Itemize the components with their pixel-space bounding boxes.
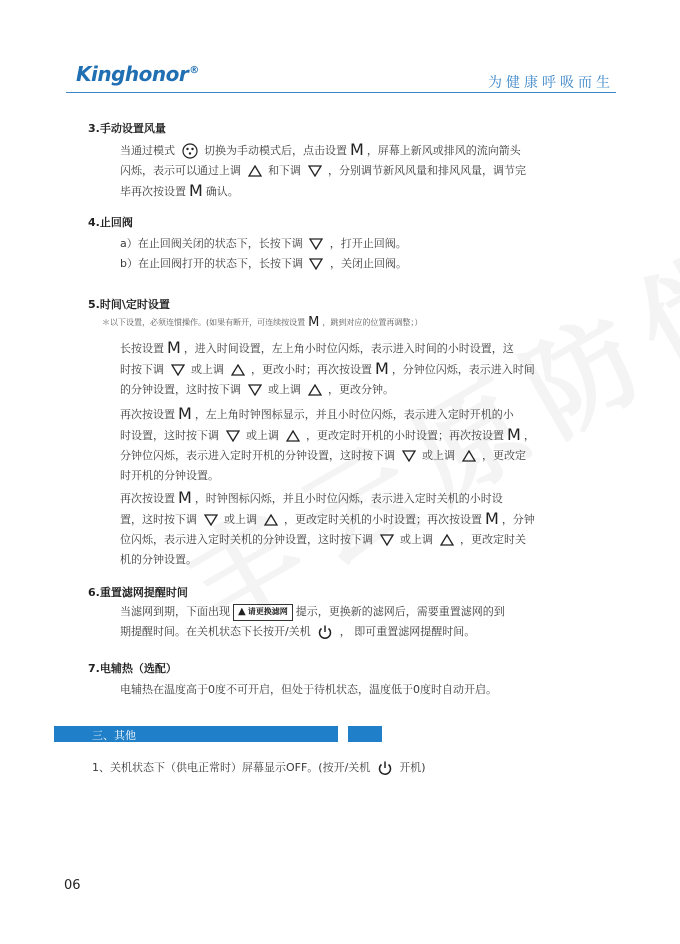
down-triangle-icon xyxy=(309,238,323,250)
section-5-p2-line-3: 分钟位闪烁，表示进入定时开机的分钟设置，这时按下调 或上调 ，更改定 xyxy=(120,449,526,462)
page-header xyxy=(0,0,680,100)
up-triangle-icon xyxy=(286,430,300,442)
section-5-p3-line-2: 置，这时按下调 或上调 ，更改定时关机的小时设置；再次按设置 M ，分钟 xyxy=(120,509,535,528)
replace-filter-badge: ▲ 请更换滤网 xyxy=(233,604,293,621)
brand-slogan: 为健康呼吸而生 xyxy=(488,75,614,91)
section-6-line-2: 期提醒时间。在关机状态下长按开/关机 ， 即可重置滤网提醒时间。 xyxy=(120,625,476,638)
brand-logo: Kinghonor® xyxy=(76,62,199,86)
mode-icon xyxy=(182,143,198,159)
section-5-p3-line-4: 机的分钟设置。 xyxy=(120,553,197,566)
section-5-p1-line-1: 长按设置 M ，进入时间设置，左上角小时位闪烁，表示进入时间的小时设置，这 xyxy=(120,338,514,357)
set-m-icon: M xyxy=(178,488,192,507)
up-triangle-icon xyxy=(308,384,322,396)
set-m-icon: M xyxy=(178,404,192,423)
down-triangle-icon xyxy=(171,364,185,376)
section-6-title: 6.重置滤网提醒时间 xyxy=(88,586,188,599)
section-4-line-a: a）在止回阀关闭的状态下，长按下调 ，打开止回阀。 xyxy=(120,237,407,250)
section-5-p1-line-2: 时按下调 或上调 ，更改小时；再次按设置 M ，分钟位闪烁，表示进入时间 xyxy=(120,359,535,378)
other-line-1: 1、关机状态下（供电正常时）屏幕显示OFF。(按开/关机 开机) xyxy=(92,761,426,774)
section-5-p2-line-1: 再次按设置 M ，左上角时钟图标显示，并且小时位闪烁，表示进入定时开机的小 xyxy=(120,404,514,423)
up-triangle-icon xyxy=(440,534,454,546)
section-4-line-b: b）在止回阀打开的状态下，长按下调 ，关闭止回阀。 xyxy=(120,257,407,270)
power-icon xyxy=(377,760,393,776)
other-body xyxy=(92,758,572,778)
section-3-line-3: 毕再次按设置 M 确认。 xyxy=(120,181,239,200)
set-m-icon: M xyxy=(167,338,181,357)
section-3-body xyxy=(120,140,590,202)
power-icon xyxy=(317,624,333,640)
section-5-paragraph-1 xyxy=(120,338,590,400)
section-3-title: 3.手动设置风量 xyxy=(88,122,166,135)
section-7-body xyxy=(120,680,590,700)
section-5-title: 5.时间\定时设置 xyxy=(88,298,170,311)
down-triangle-icon xyxy=(248,384,262,396)
set-m-icon: M xyxy=(485,509,499,528)
set-m-icon: M xyxy=(375,359,389,378)
down-triangle-icon xyxy=(308,165,322,177)
section-5-p2-line-4: 时开机的分钟设置。 xyxy=(120,469,219,482)
section-3-line-1: 当通过模式 切换为手动模式后，点击设置 M ，屏幕上新风或排风的流向箭头 xyxy=(120,140,521,159)
set-m-icon: M xyxy=(189,181,203,200)
section-6-line-1: 当滤网到期，下面出现 ▲ 请更换滤网 提示，更换新的滤网后，需要重置滤网的到 xyxy=(120,602,590,622)
down-triangle-icon xyxy=(226,430,240,442)
set-m-icon: M xyxy=(507,425,521,444)
section-5-p3-line-3: 位闪烁，表示进入定时关机的分钟设置，这时按下调 或上调 ，更改定时关 xyxy=(120,533,526,546)
up-triangle-icon xyxy=(231,364,245,376)
down-triangle-icon xyxy=(309,258,323,270)
section-7-title: 7.电辅热（选配） xyxy=(88,662,177,675)
section-5-p3-line-1: 再次按设置 M ，时钟图标闪烁，并且小时位闪烁，表示进入定时关机的小时设 xyxy=(120,488,503,507)
section-bar-label: 三、其他 xyxy=(92,729,136,742)
down-triangle-icon xyxy=(380,534,394,546)
section-5-paragraph-3 xyxy=(120,488,590,570)
section-4-title: 4.止回阀 xyxy=(88,216,133,229)
section-5-paragraph-2 xyxy=(120,404,590,486)
up-triangle-icon xyxy=(248,165,262,177)
set-m-icon: M xyxy=(350,140,364,159)
section-5-note: ＊以下设置，必须连惯操作。(如果有断开，可连续按设置 M ，跳到对应的位置再调整；） xyxy=(102,315,423,330)
up-triangle-icon xyxy=(462,450,476,462)
section-5-p1-line-3: 的分钟设置，这时按下调 或上调 ，更改分钟。 xyxy=(120,383,394,396)
down-triangle-icon xyxy=(204,514,218,526)
down-triangle-icon xyxy=(402,450,416,462)
section-6-body xyxy=(120,602,590,642)
page-number: 06 xyxy=(64,878,81,893)
set-m-icon: M xyxy=(308,315,320,330)
warning-icon: ▲ xyxy=(238,606,246,617)
section-3-line-2: 闪烁，表示可以通过上调 和下调 ，分别调节新风风量和排风风量，调节完 xyxy=(120,164,526,177)
up-triangle-icon xyxy=(264,514,278,526)
section-7-line: 电辅热在温度高于0度不可开启，但处于待机状态，温度低于0度时自动开启。 xyxy=(120,683,497,696)
header-divider xyxy=(66,92,616,93)
section-4-body xyxy=(120,234,590,274)
section-bar-accent xyxy=(348,726,382,742)
section-5-p2-line-2: 时设置，这时按下调 或上调 ，更改定时开机的小时设置；再次按设置 M ， xyxy=(120,425,535,444)
